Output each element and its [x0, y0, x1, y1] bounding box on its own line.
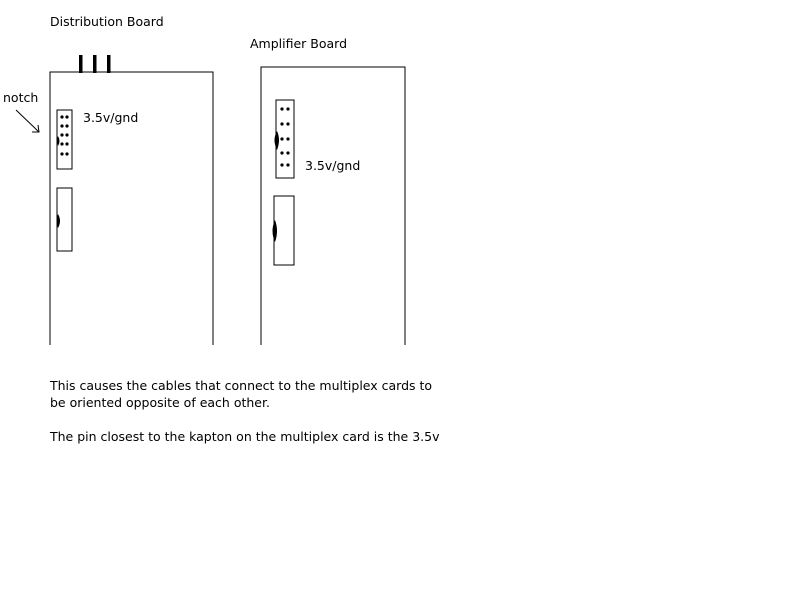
notch-arrow-line [16, 110, 39, 132]
amp-lower-connector [274, 196, 294, 265]
notch-label: notch [3, 90, 39, 105]
distribution-board-title: Distribution Board [50, 14, 164, 29]
note-line-3: The pin closest to the kapton on the multiplex card is the 3.5v [50, 429, 440, 444]
amp-connector-label: 3.5v/gnd [305, 158, 361, 173]
dist-top-pin-3 [107, 55, 111, 73]
note-line-1: This causes the cables that connect to the multiplex cards to [50, 378, 433, 393]
dist-connector-label: 3.5v/gnd [83, 110, 139, 125]
note-line-2: be oriented opposite of each other. [50, 395, 270, 410]
dist-top-pin-2 [93, 55, 97, 73]
amplifier-board-title: Amplifier Board [250, 36, 348, 51]
dist-top-pin-1 [79, 55, 83, 73]
